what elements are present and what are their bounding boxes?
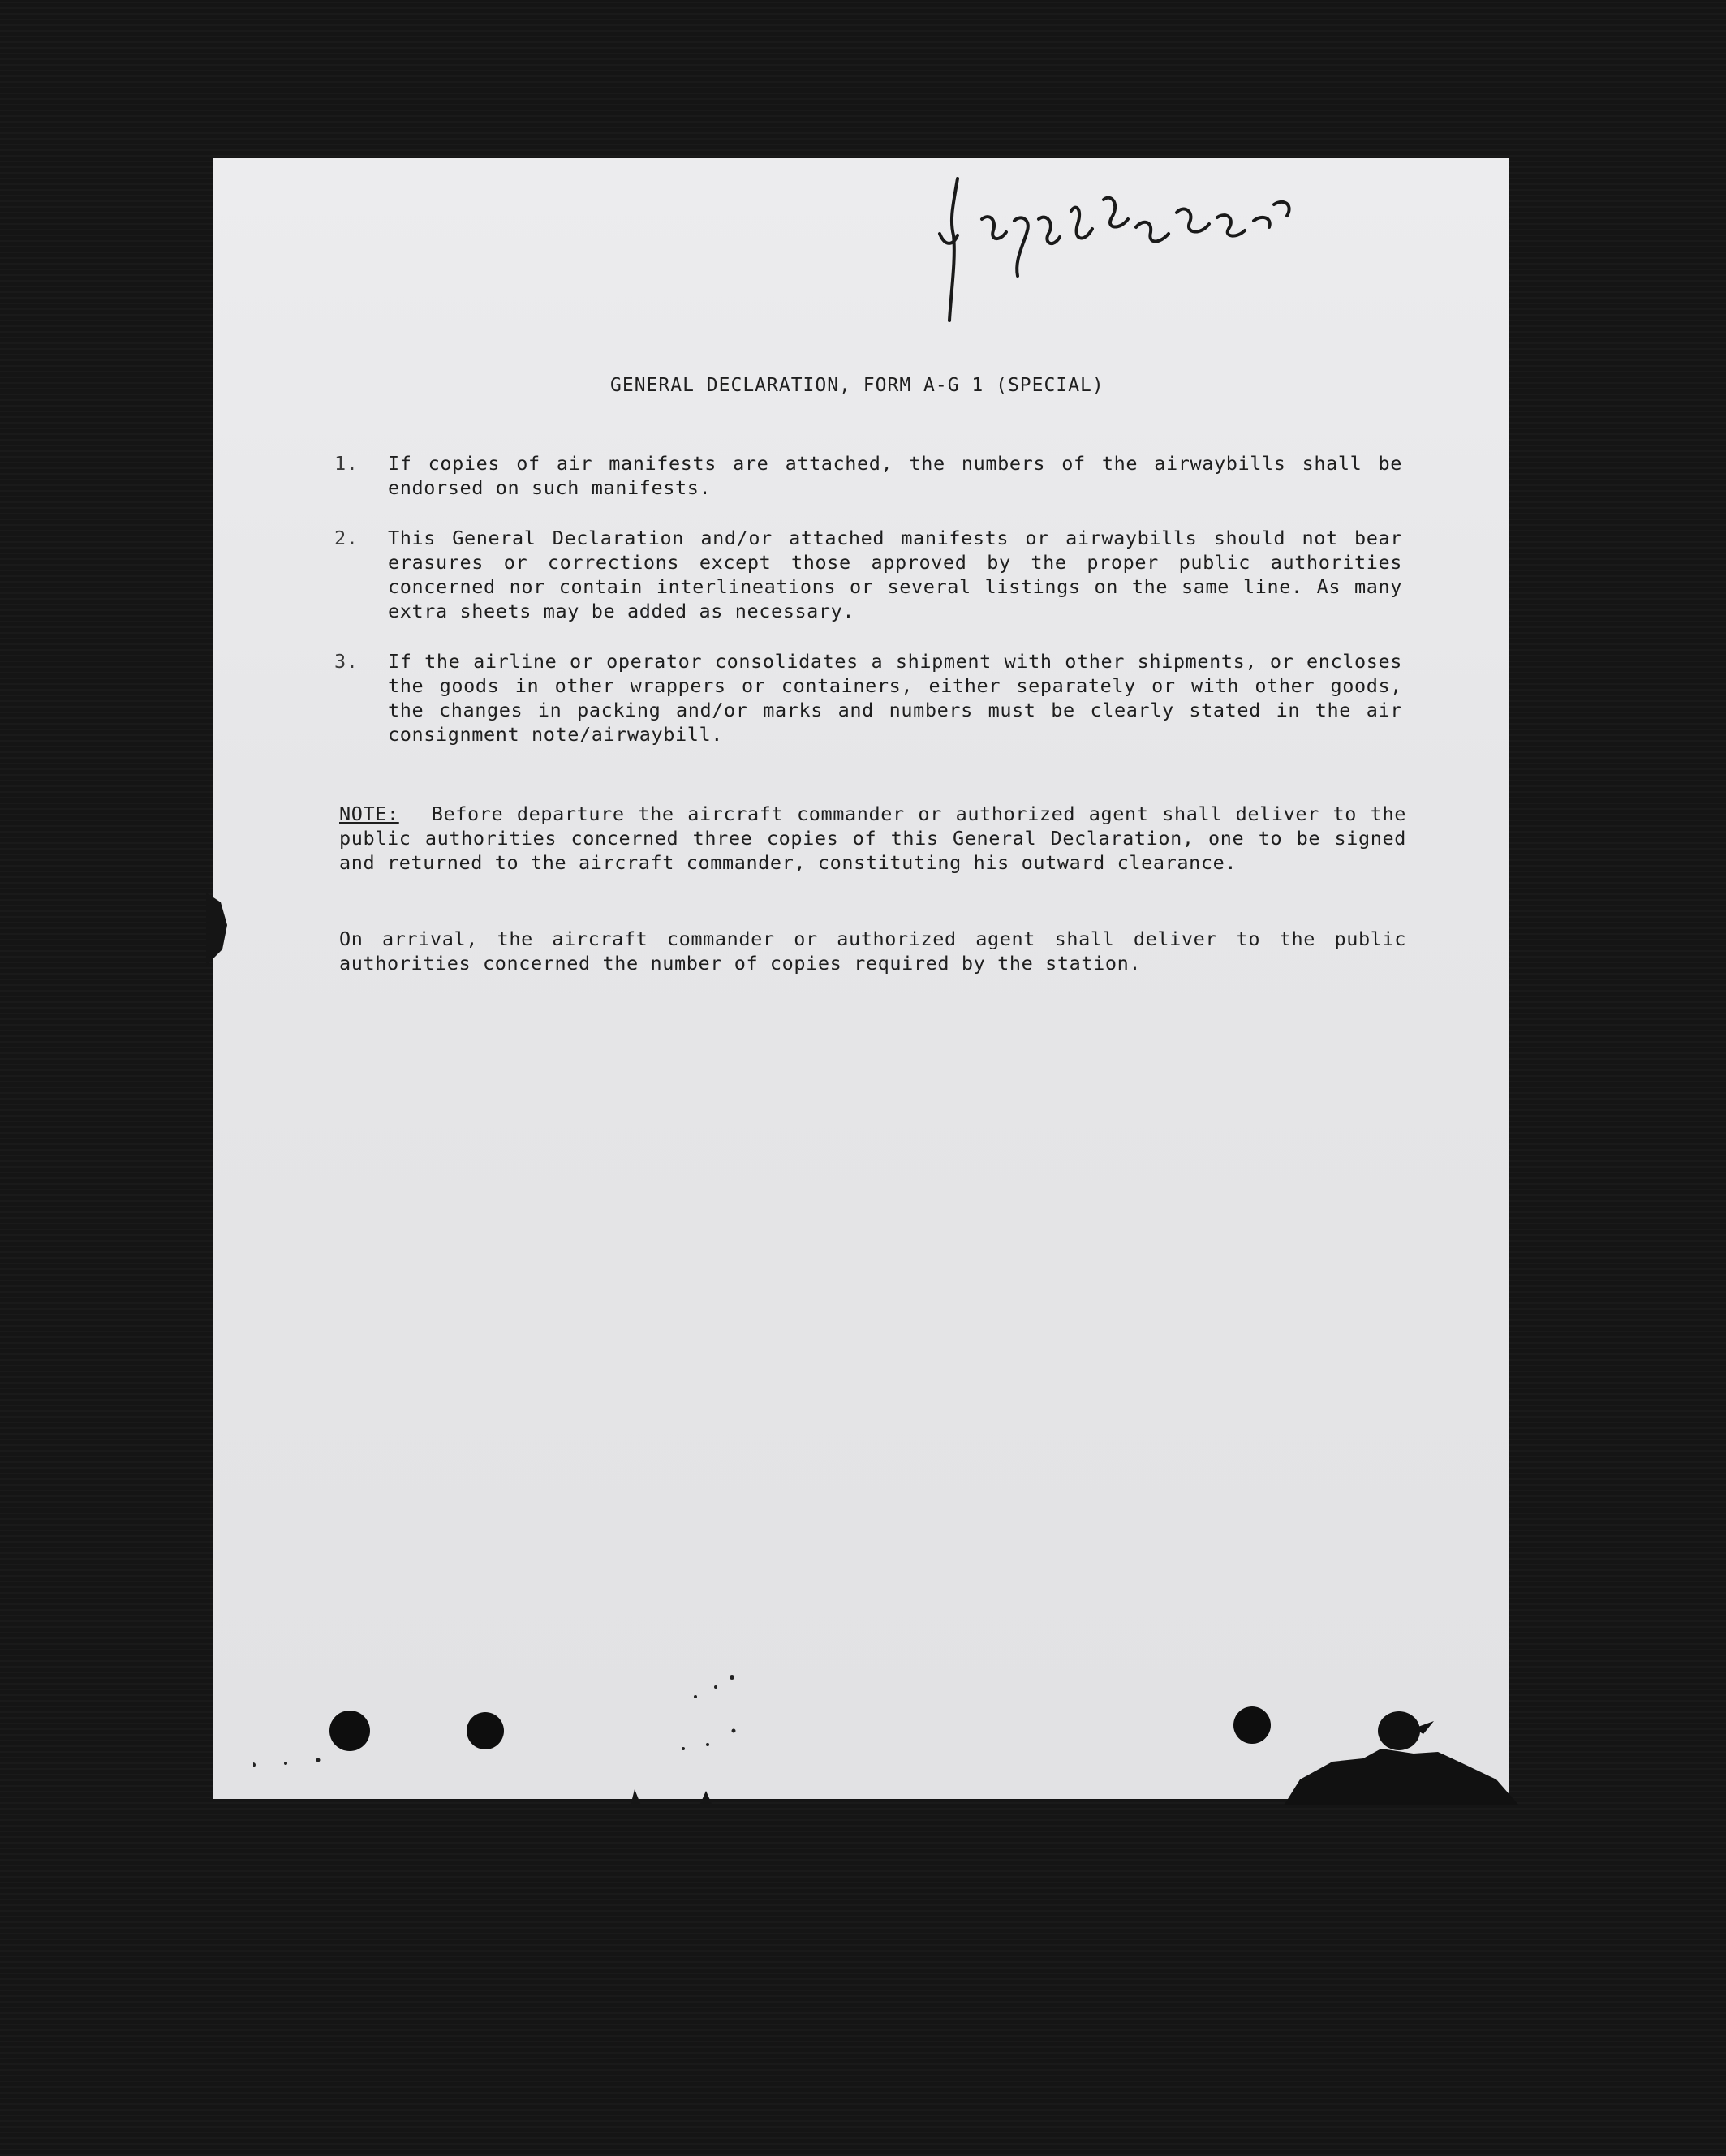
document-page — [213, 158, 1509, 1799]
note-paragraph — [339, 802, 1406, 875]
bottom-right-damage — [1284, 1684, 1519, 1805]
item-number: 3. — [334, 650, 359, 673]
handwritten-annotation — [933, 170, 1323, 333]
note-label: NOTE: — [339, 803, 399, 825]
form-title: GENERAL DECLARATION, FORM A-G 1 (SPECIAL) — [610, 375, 1104, 396]
item-number: 2. — [334, 527, 359, 549]
item-number: 1. — [334, 452, 359, 475]
item-text: If copies of air manifests are attached, the numbers of the airwaybills shall be endorsed on such manifests. — [388, 452, 1402, 499]
item-text: This General Declaration and/or attached manifests or airwaybills should not bear erasures or corrections except those approved by the proper public authorities concerned nor contain interlineations or several listings on the same line. As many extra sheets may be added as necessary. — [388, 527, 1402, 622]
note-text: Before departure the aircraft commander or authorized agent shall deliver to the public authorities concerned three copies of this General Declaration, one to be signed and returned to the aircraft commander, constituting his outward clearance. — [339, 803, 1406, 874]
binder-hole-1 — [329, 1711, 370, 1751]
left-edge-tear — [206, 893, 230, 966]
arrival-paragraph: On arrival, the aircraft commander or authorized agent shall deliver to the public authorities concerned the number of copies required by the station. — [339, 927, 1406, 975]
item-text: If the airline or operator consolidates a shipment with other shipments, or encloses the goods in other wrappers or containers, either separately or with other goods, the changes in packing and/or marks and numbers must be clearly stated in the air consignment note/airwaybill. — [388, 650, 1402, 746]
binder-hole-2 — [467, 1712, 504, 1749]
binder-hole-3 — [1233, 1706, 1271, 1744]
